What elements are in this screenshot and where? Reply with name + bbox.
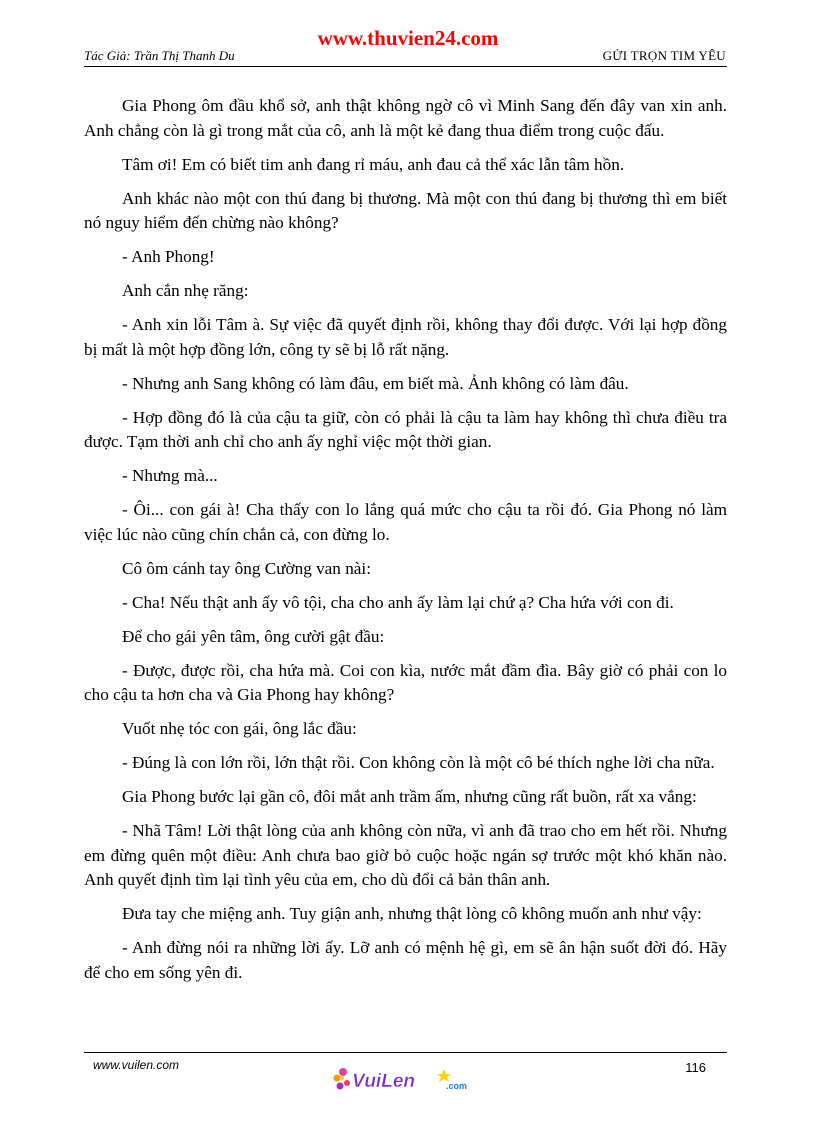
header-book-title: GỬI TRỌN TIM YÊU [602, 48, 726, 63]
paragraph: - Nhưng anh Sang không có làm đâu, em biết mà. Ảnh không có làm đâu. [122, 373, 629, 393]
logo-text: VuiLen [352, 1071, 415, 1092]
footer-site-link[interactable]: www.vuilen.com [93, 1058, 180, 1072]
paragraph: Gia Phong bước lại gần cô, đôi mắt anh trầm ấm, nhưng cũng rất buồn, rất xa vắng: [122, 787, 697, 806]
vuilen-logo[interactable] [332, 1063, 482, 1097]
paragraph: Tâm ơi! Em có biết tim anh đang rỉ máu, anh đau cả thể xác lẫn tâm hồn. [122, 154, 625, 174]
paragraph: - Ôi... con gái à! Cha thấy con lo lắng quá mức cho cậu ta rồi đó. Gia Phong nó làm việc lúc nào cũng chín chắn cả, con đừng lo. [84, 500, 727, 544]
paragraph: Anh khác nào một con thú đang bị thương. Mà một con thú đang bị thương thì em biết nó nguy hiểm đến chừng nào không? [84, 188, 727, 232]
paragraph: - Hợp đồng đó là của cậu ta giữ, còn có phải là cậu ta làm hay không thì chưa điều tra được. Tạm thời anh chỉ cho anh ấy nghỉ việc một thời gian. [84, 407, 727, 451]
header-divider [84, 66, 727, 67]
paragraph: Gia Phong ôm đầu khổ sở, anh thật không ngờ cô vì Minh Sang đến đây van xin anh. Anh chẳng còn là gì trong mắt của cô, anh là một kẻ đang thua điểm trong cuộc đấu. [84, 96, 727, 140]
paragraph: - Nhưng mà... [122, 466, 218, 485]
paragraph: - Anh Phong! [122, 247, 215, 266]
paragraph: - Anh xin lỗi Tâm à. Sự việc đã quyết định rồi, không thay đổi được. Với lại hợp đồng bị mất là một hợp đồng lớn, công ty sẽ bị lỗ rất nặng. [84, 315, 727, 359]
paragraph: - Anh đừng nói ra những lời ấy. Lỡ anh có mệnh hệ gì, em sẽ ân hận suốt đời đó. Hãy để cho em sống yên đi. [84, 938, 727, 982]
paragraph: Vuốt nhẹ tóc con gái, ông lắc đầu: [122, 719, 357, 738]
paragraph: - Cha! Nếu thật anh ấy vô tội, cha cho anh ấy làm lại chứ ạ? Cha hứa với con đi. [122, 592, 674, 612]
paragraph: Anh cắn nhẹ răng: [122, 281, 249, 300]
paragraph: - Đúng là con lớn rồi, lớn thật rồi. Con không còn là một cô bé thích nghe lời cha nữa. [122, 753, 715, 772]
page-number: 116 [685, 1060, 706, 1075]
page-body [84, 94, 727, 995]
paragraph: Cô ôm cánh tay ông Cường van nài: [122, 558, 371, 578]
paragraph: Đưa tay che miệng anh. Tuy giận anh, nhưng thật lòng cô không muốn anh như vậy: [122, 904, 702, 923]
paragraph: Để cho gái yên tâm, ông cười gật đầu: [122, 626, 385, 646]
site-url-banner[interactable]: www.thuvien24.com [317, 26, 499, 50]
footer-divider [84, 1052, 727, 1053]
header-author: Tác Giả: Trần Thị Thanh Du [84, 48, 235, 63]
flower-icon [334, 1068, 351, 1090]
paragraph: - Được, được rồi, cha hứa mà. Coi con kìa, nước mắt đầm đìa. Bây giờ có phải con lo cho cậu ta hơn cha và Gia Phong hay không? [84, 660, 727, 704]
paragraph: - Nhã Tâm! Lời thật lòng của anh không còn nữa, vì anh đã trao cho em hết rồi. Nhưng em đừng quên một điều: Anh chưa bao giờ bỏ cuộc hoặc ngán sợ trước một khó khăn nào. Anh quyết định tìm lại tình yêu của em, cho dù đổi cả bản thân anh. [84, 821, 727, 889]
logo-suffix: .com [446, 1081, 468, 1091]
